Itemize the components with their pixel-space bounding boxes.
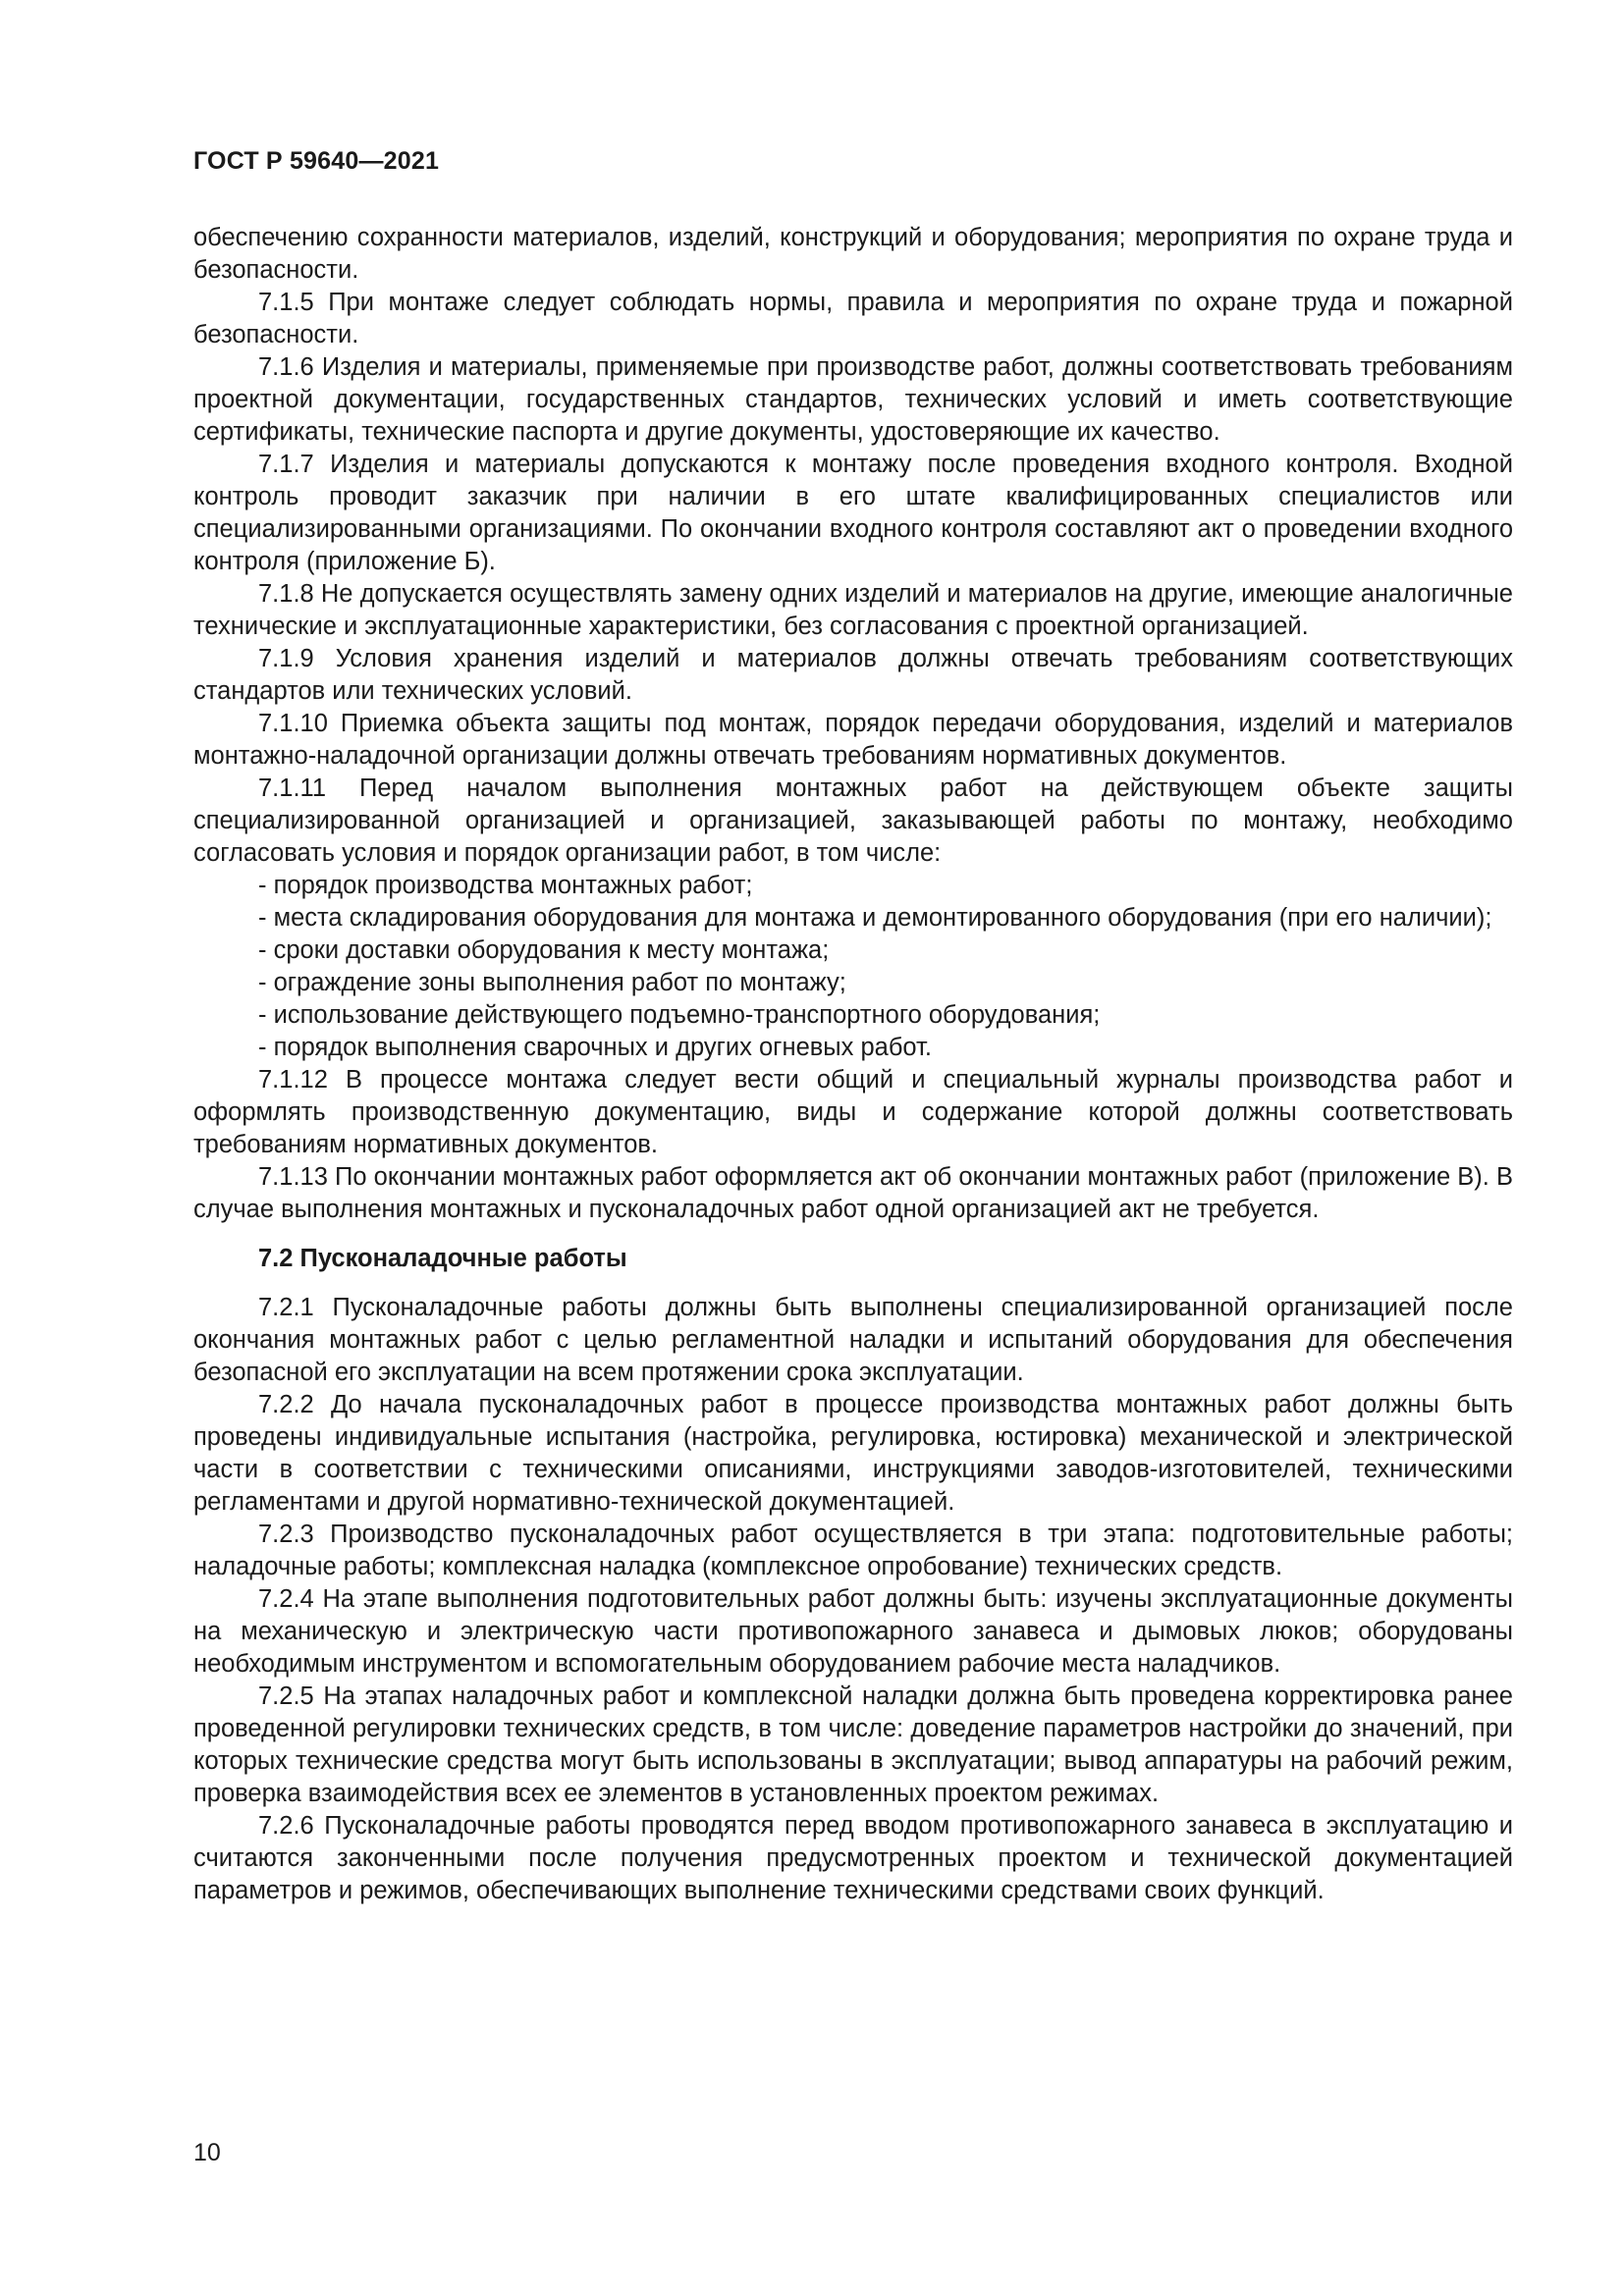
list-item: - ограждение зоны выполнения работ по монтажу; <box>258 969 846 996</box>
paragraph-continuation: обеспечению сохранности материалов, изделий, конструкций и оборудования; мероприятия по охране труда и безопасности. <box>193 224 1513 284</box>
paragraph-7-1-5: 7.1.5 При монтаже следует соблюдать нормы, правила и мероприятия по охране труда и пожарной безопасности. <box>193 289 1513 348</box>
list-item: - использование действующего подъемно-транспортного оборудования; <box>258 1001 1101 1029</box>
paragraph-7-1-10: 7.1.10 Приемка объекта защиты под монтаж, порядок передачи оборудования, изделий и материалов монтажно-наладочной организации должны отвечать требованиям нормативных документов. <box>193 710 1513 770</box>
paragraph-7-1-9: 7.1.9 Условия хранения изделий и материалов должны отвечать требованиям соответствующих стандартов или технических условий. <box>193 645 1513 705</box>
paragraph-7-1-11: 7.1.11 Перед началом выполнения монтажных работ на действующем объекте защиты специализированной организацией и организацией, заказывающей работы по монтажу, необходимо согласовать условия и порядок организации работ, в том числе: <box>193 774 1513 867</box>
paragraph-7-2-2: 7.2.2 До начала пусконаладочных работ в процессе производства монтажных работ должны быть проведены индивидуальные испытания (настройка, регулировка, юстировка) механической и электрической части в соответствии с техническими описаниями, инструкциями заводов-изготовителей, техническими регламентами и другой нормативно-технической документацией. <box>193 1391 1513 1516</box>
page-number: 10 <box>193 2139 221 2166</box>
paragraph-7-1-12: 7.1.12 В процессе монтажа следует вести общий и специальный журналы производства работ и оформлять производственную документацию, виды и содержание которой должны соответствовать требованиям нормативных документов. <box>193 1066 1513 1158</box>
paragraph-7-1-8: 7.1.8 Не допускается осуществлять замену одних изделий и материалов на другие, имеющие аналогичные технические и эксплуатационные характеристики, без согласования с проектной организацией. <box>193 580 1513 640</box>
list-item: - порядок выполнения сварочных и других огневых работ. <box>258 1034 932 1061</box>
list-item: - порядок производства монтажных работ; <box>258 872 753 899</box>
list-item: - сроки доставки оборудования к месту монтажа; <box>258 936 830 964</box>
list-item: - места складирования оборудования для монтажа и демонтированного оборудования (при его наличии); <box>258 904 1492 932</box>
paragraph-7-2-1: 7.2.1 Пусконаладочные работы должны быть выполнены специализированной организацией после окончания монтажных работ с целью регламентной наладки и испытаний оборудования для обеспечения безопасной его эксплуатации на всем протяжении срока эксплуатации. <box>193 1294 1513 1386</box>
paragraph-7-1-13: 7.1.13 По окончании монтажных работ оформляется акт об окончании монтажных работ (приложение В). В случае выполнения монтажных и пусконаладочных работ одной организацией акт не требуется. <box>193 1163 1513 1223</box>
paragraph-7-2-6: 7.2.6 Пусконаладочные работы проводятся перед вводом противопожарного занавеса в эксплуатацию и считаются законченными после получения предусмотренных проектом и технической документацией параметров и режимов, обеспечивающих выполнение техническими средствами своих функций. <box>193 1812 1513 1904</box>
paragraph-7-1-7: 7.1.7 Изделия и материалы допускаются к монтажу после проведения входного контроля. Входной контроль проводит заказчик при наличии в его штате квалифицированных специалистов или специализированными организациями. По окончании входного контроля составляют акт о проведении входного контроля (приложение Б). <box>193 451 1513 575</box>
document-header: ГОСТ Р 59640—2021 <box>193 147 440 175</box>
paragraph-7-2-4: 7.2.4 На этапе выполнения подготовительных работ должны быть: изучены эксплуатационные документы на механическую и электрическую части противопожарного занавеса и дымовых люков; оборудованы необходимым инструментом и вспомогательным оборудованием рабочие места наладчиков. <box>193 1585 1513 1678</box>
page-content <box>193 222 1513 1907</box>
section-heading-7-2: 7.2 Пусконаладочные работы <box>258 1245 627 1272</box>
paragraph-7-2-5: 7.2.5 На этапах наладочных работ и комплексной наладки должна быть проведена корректировка ранее проведенной регулировки технических средств, в том числе: доведение параметров настройки до значений, при которых технические средства могут быть использованы в эксплуатации; вывод аппаратуры на рабочий режим, проверка взаимодействия всех ее элементов в установленных проектом режимах. <box>193 1682 1513 1807</box>
paragraph-7-1-6: 7.1.6 Изделия и материалы, применяемые при производстве работ, должны соответствовать требованиям проектной документации, государственных стандартов, технических условий и иметь соответствующие сертификаты, технические паспорта и другие документы, удостоверяющие их качество. <box>193 353 1513 446</box>
paragraph-7-2-3: 7.2.3 Производство пусконаладочных работ осуществляется в три этапа: подготовительные работы; наладочные работы; комплексная наладка (комплексное опробование) технических средств. <box>193 1521 1513 1580</box>
